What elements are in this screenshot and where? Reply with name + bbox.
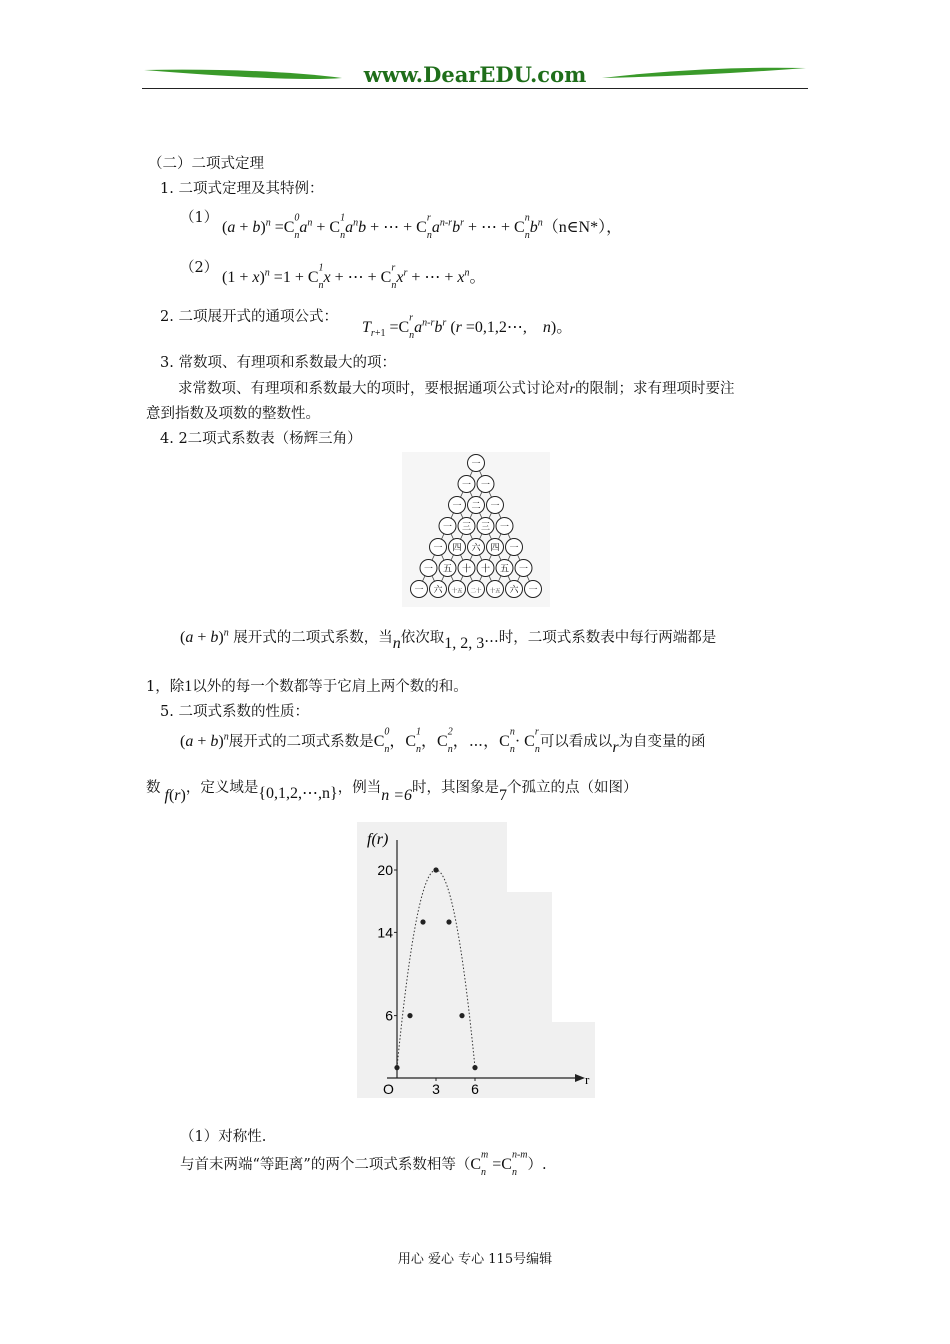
section-title: （二）二项式定理 — [148, 156, 264, 172]
plot-point — [459, 1013, 464, 1018]
pascal-cell — [525, 581, 542, 598]
x-tick-label: 6 — [471, 1081, 479, 1097]
pascal-value: 一 — [480, 480, 491, 491]
plot-white-corner-a — [507, 822, 595, 892]
item3-body-line2: 意到指数及项数的整数性。 — [146, 406, 320, 422]
pascal-value: 五 — [499, 564, 510, 575]
plot-white-corner-b — [552, 892, 595, 1022]
special-case-formula: $(1 + x)^n =1 + C^1$ $_n$x + ⋯ + $C^r$ $_nx^r$ + ⋯ + $x^n$。 — [222, 263, 486, 292]
pascal-value: 二 — [471, 501, 481, 512]
pascal-value: 六 — [433, 585, 443, 596]
pascal-cell — [439, 518, 456, 535]
pascal-value: 四 — [490, 543, 500, 554]
item5-title: 5. 二项式系数的性质： — [160, 704, 309, 720]
item4-desc-b: 依次取 — [400, 630, 445, 646]
item1-formula-tail: （n∈N*）， — [542, 219, 623, 236]
pascal-cell — [468, 581, 485, 598]
pascal-cell — [439, 560, 456, 577]
item2-title: 2. 二项展开式的通项公式： — [160, 309, 338, 325]
item4-desc2-one: 1 — [184, 678, 193, 695]
item4-desc-line2 — [146, 675, 468, 696]
item3-body-tail: 的限制；求有理项时要注 — [574, 381, 735, 397]
item1-title: 1. 二项式定理及其特例： — [160, 181, 324, 197]
pascal-cell — [449, 539, 466, 556]
general-term-formula: $T_{r+1} =C^r$ $_na^{n-r}b^r$ (r =0,1,2⋯, n)。 — [362, 313, 573, 342]
item1-sub2-label: （2） — [180, 260, 219, 276]
pascal-cell — [458, 560, 475, 577]
item3-title: 3. 常数项、有理项和系数最大的项： — [160, 355, 396, 371]
item5-line2-a: 数 — [146, 780, 161, 796]
plot-point — [420, 919, 425, 924]
item5-line1 — [180, 728, 706, 757]
coef-list: $C^0$ $_n$，$C^1$ $_n$，$C^2$ $_n$，⋯，$C^n$ $_n\cdot C^r$ $_n$ — [373, 727, 540, 756]
x-tick-label: O — [383, 1081, 394, 1097]
item5-domain: {0,1,2,⋯,n} — [258, 785, 338, 802]
item5-line1-a: 展开式的二项式系数是 — [228, 734, 374, 750]
y-tick-label: 6 — [385, 1007, 393, 1024]
item5-line2-b: ，定义域是 — [185, 780, 259, 796]
item5-line2-e: 个孤立的点（如图） — [507, 780, 638, 796]
pascal-cell — [449, 497, 466, 514]
pascal-cell — [468, 455, 485, 472]
plot-point — [472, 1065, 477, 1070]
item3-body-line1: 求常数项、有理项和系数最大的项时，要根据通项公式讨论对r的限制；求有理项时要注 — [178, 381, 735, 397]
x-axis-label: r — [585, 1072, 590, 1087]
symmetry-desc — [180, 1150, 547, 1179]
plot-point — [394, 1065, 399, 1070]
r-symbol: r — [612, 739, 619, 756]
pascal-cell — [487, 539, 504, 556]
pascal-value: 三 — [480, 522, 491, 533]
pascal-value: 一 — [499, 522, 510, 533]
pascal-value: 一 — [452, 501, 462, 512]
pascal-cell — [411, 581, 428, 598]
pascal-cell — [477, 518, 494, 535]
pascal-cell — [477, 476, 494, 493]
item5-line1-c: 为自变量的函 — [618, 734, 706, 750]
pascal-value: 十五 — [489, 588, 501, 595]
item4-desc2-a: 1，除 — [146, 679, 185, 695]
pascal-cell — [515, 560, 532, 577]
item5-line2-d: 时，其图象是 — [412, 780, 499, 796]
pascal-value: 十五 — [451, 588, 463, 595]
pascal-value: 一 — [528, 585, 538, 596]
pascal-cell — [487, 581, 504, 598]
pascal-cell — [487, 497, 504, 514]
pascal-value: 一 — [490, 501, 500, 512]
pascal-value: 二十 — [470, 588, 482, 595]
item4-title: 4. 2二项式系数表（杨辉三角） — [160, 431, 362, 447]
n-symbol: n — [392, 635, 401, 652]
symmetry-desc-a: 与首末两端“等距离”的两个二项式系数相等（ — [180, 1157, 471, 1173]
pascal-value: 一 — [471, 459, 481, 470]
pascal-cell — [496, 560, 513, 577]
pascal-value: 三 — [461, 522, 472, 533]
pascal-value: 一 — [442, 522, 453, 533]
pascal-cell — [506, 581, 523, 598]
pascal-value: 一 — [423, 564, 434, 575]
pascal-cell — [430, 581, 447, 598]
item2-tail: 。 — [556, 319, 573, 336]
plot-point — [407, 1013, 412, 1018]
pascal-value: 一 — [414, 585, 424, 596]
ab-power-n-2: $(a + b)^n$ — [180, 731, 229, 750]
item1-sub1-label: （1） — [180, 210, 219, 226]
plot-point — [433, 867, 438, 872]
pascal-cell — [458, 518, 475, 535]
item4-desc-a: 展开式的二项式系数，当 — [233, 630, 393, 646]
pascal-cell — [468, 539, 485, 556]
item4-desc-c: …时，二项式系数表中每行两端都是 — [484, 630, 717, 646]
pascal-value: 一 — [509, 543, 519, 554]
x-tick-label: 3 — [432, 1081, 440, 1097]
pascal-cell — [496, 518, 513, 535]
y-tick-label: 20 — [377, 862, 393, 878]
pascal-cell — [468, 497, 485, 514]
pascal-cell — [420, 560, 437, 577]
pascal-cell — [506, 539, 523, 556]
item5-n-equals: n =6 — [381, 787, 412, 804]
ab-power-n: $(a + b)^n$ — [180, 627, 229, 646]
pascal-value: 四 — [452, 543, 462, 554]
item4-desc-vals: 1, 2, 3 — [444, 635, 485, 652]
symmetry-formula: $C^m$ $_n =C^{n-m}$ $_n$ — [470, 1150, 528, 1179]
pascal-cell — [430, 539, 447, 556]
pascal-value: 一 — [433, 543, 443, 554]
header-rule — [142, 88, 808, 89]
symmetry-title: （1）对称性. — [180, 1129, 267, 1145]
pascal-value: 十 — [461, 564, 472, 575]
plot-point — [446, 919, 451, 924]
item4-desc2-b: 以外的每一个数都等于它肩上两个数的和。 — [192, 679, 468, 695]
pascal-cell — [458, 476, 475, 493]
item5-line2-c: ，例当 — [337, 780, 382, 796]
site-name: www.DearEDU.com — [363, 62, 587, 87]
item4-desc-line1 — [180, 626, 716, 653]
pascal-value: 五 — [442, 564, 453, 575]
item1-sub2-tail: 。 — [469, 269, 486, 286]
item5-seven: 7 — [499, 787, 507, 804]
pascal-value: 一 — [461, 480, 472, 491]
pascal-cell — [477, 560, 494, 577]
item5-line1-b: 可以看成以 — [539, 734, 613, 750]
pascal-value: 六 — [471, 543, 481, 554]
pascal-value: 六 — [509, 585, 519, 596]
symmetry-desc-b: ）. — [527, 1157, 547, 1173]
item3-body-text: 求常数项、有理项和系数最大的项时，要根据通项公式讨论对 — [178, 381, 570, 397]
y-axis-label: f(r) — [367, 831, 389, 848]
pascal-cell — [449, 581, 466, 598]
y-tick-label: 14 — [377, 924, 393, 941]
pascal-value: 一 — [518, 564, 529, 575]
footer: 用心 爱心 专心 115号编辑 — [397, 1252, 553, 1267]
binomial-theorem-formula: $(a + b)^n =C^0$ $_na^n + C^1$ $_na^nb$ + ⋯ + $C^r$ $_na^{n-r}b^r$ + ⋯ + $C^n$ $_nb^n(n\in N*)$， — [222, 213, 623, 242]
pascal-value: 十 — [480, 564, 491, 575]
pascal-triangle — [402, 452, 550, 607]
f-of-r: f(r) — [164, 787, 186, 804]
item5-line2 — [146, 776, 638, 805]
binomial-coefficient-plot — [357, 822, 595, 1098]
